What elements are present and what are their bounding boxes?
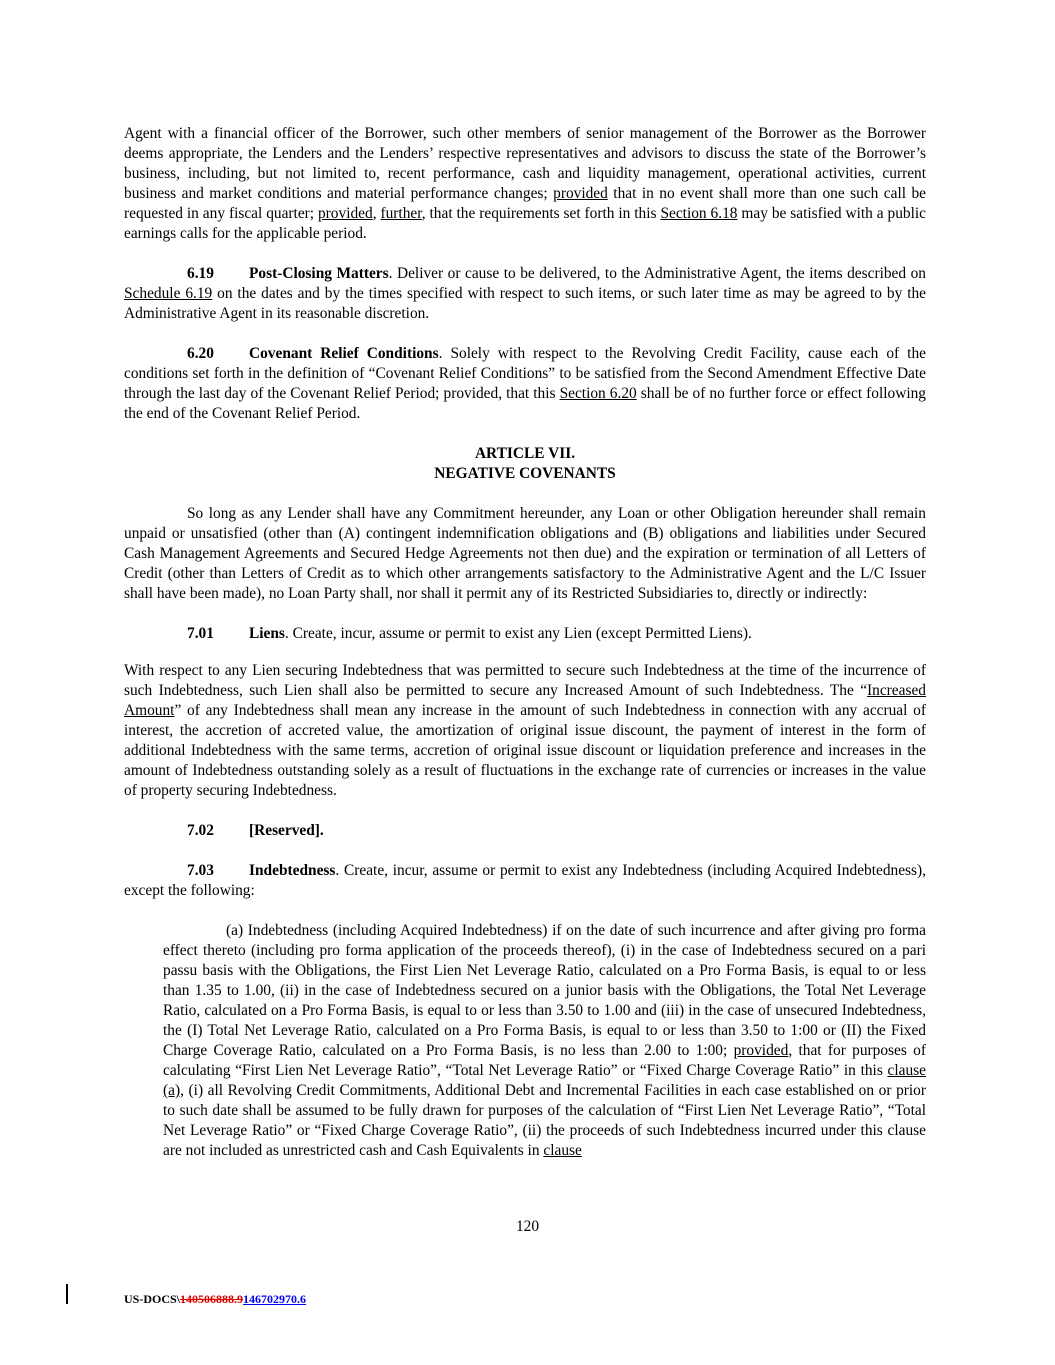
- defined-term: Increased Amount: [124, 682, 926, 719]
- page-body: [124, 124, 926, 1161]
- intro-text: may be satisfied with a public earnings calls for the applicable period.: [124, 205, 927, 242]
- schedule-reference: Schedule 6.19: [124, 285, 213, 302]
- clause-reference: clause: [543, 1142, 582, 1159]
- clause-text: , (i) all Revolving Credit Commitments, Additional Debt and Incremental Facilities in each case established on or prior to such date shall be assumed to be fully drawn for purposes of the calculation of “First Lien Net Leverage Ratio”, “Total Net Leverage Ratio” or “Fixed Charge Coverage Ratio”, (ii) the proceeds of such Indebtedness incurred under this clause are not included as unrestricted cash and Cash Equivalents in: [163, 1082, 926, 1159]
- section-title: [Reserved].: [249, 822, 324, 839]
- section-number: 7.03: [187, 862, 214, 879]
- section-7-02: [124, 821, 926, 841]
- intro-text: Agent with a financial officer of the Borrower, such other members of senior management of the Borrower as the Borrower deems appropriate, the Lenders and the Lenders’ respective representatives and advisors to discuss the state of the Borrower’s business, including, but not limited to, recent performance, cash and liquidity management, operational activities, current business and market conditions and material performance changes;: [124, 125, 926, 202]
- section-text: . Deliver or cause to be delivered, to the Administrative Agent, the items described on: [388, 265, 926, 282]
- section-7-03: [124, 861, 926, 901]
- provided-term: provided: [553, 185, 608, 202]
- section-6-19: [124, 264, 926, 324]
- section-text: . Solely with respect to the Revolving Credit Facility, cause each of the conditions set forth in the definition of “Covenant Relief Conditions” to be satisfied from the Second Amendment Effective Date through the last day of the Covenant Relief Period; provided, that this: [124, 345, 926, 402]
- change-bar: [66, 1284, 68, 1304]
- section-title: Indebtedness: [249, 862, 336, 879]
- section-reference: Section 6.20: [559, 385, 637, 402]
- footer-inserted-id: 146702970.6: [243, 1292, 307, 1306]
- intro-text: that in no event shall more than one such call be requested in any fiscal quarter;: [124, 185, 926, 222]
- intro-text: , that the requirements set forth in this: [421, 205, 661, 222]
- liens-paragraph: [124, 661, 926, 801]
- section-text: shall be of no further force or effect following the end of the Covenant Relief Period.: [124, 385, 927, 422]
- section-title: Covenant Relief Conditions: [249, 345, 439, 362]
- liens-text: With respect to any Lien securing Indebtedness that was permitted to secure such Indebtedness at the time of the incurrence of such Indebtedness, such Lien shall also be permitted to secure any Increased Amount of such Indebtedness. The “: [124, 662, 926, 699]
- clause-text: (a) Indebtedness (including Acquired Indebtedness) if on the date of such incurrence and after giving pro forma effect thereto (including pro forma application of the proceeds thereof), (i) in the case of Indebtedness secured on a pari passu basis with the Obligations, the First Lien Net Leverage Ratio, calculated on a Pro Forma Basis, is equal to or less than 1.35 to 1.00, (ii) in the case of Indebtedness secured on a junior basis with the Obligations, the Total Net Leverage Ratio, calculated on a Pro Forma Basis, is equal to or less than 3.50 to 1.00 and (iii) in the case of unsecured Indebtedness, the (I) Total Net Leverage Ratio, calculated on a Pro Forma Basis, is equal to or less than 3.50 to 1:00 or (II) the Fixed Charge Coverage Ratio, calculated on a Pro Forma Basis, is no less than 2.00 to 1:00;: [163, 922, 926, 1059]
- section-title: Post-Closing Matters: [249, 265, 389, 282]
- footer-deleted-id: 140506888.9: [180, 1292, 244, 1306]
- footer-prefix: US-DOCS\: [124, 1292, 181, 1306]
- article-intro-paragraph: So long as any Lender shall have any Commitment hereunder, any Loan or other Obligation hereunder shall remain unpaid or unsatisfied (other than (A) contingent indemnification obligations and (B) obligations and liabilities under Secured Cash Management Agreements and Secured Hedge Agreements not then due) and the expiration or termination of all Letters of Credit (other than Letters of Credit as to which other arrangements satisfactory to the Administrative Agent and the L/C Issuer shall have been made), no Loan Party shall, nor shall it permit any of its Restricted Subsidiaries to, directly or indirectly:: [124, 505, 926, 602]
- article-title: NEGATIVE COVENANTS: [434, 465, 616, 482]
- section-title: Liens: [249, 625, 285, 642]
- intro-paragraph: [124, 124, 926, 244]
- section-6-20: [124, 344, 926, 424]
- section-text: on the dates and by the times specified with respect to such items, or such later time as may be agreed to by the Administrative Agent in its reasonable discretion.: [124, 285, 926, 322]
- section-reference: Section 6.18: [660, 205, 738, 222]
- page-number: 120: [515, 1218, 540, 1235]
- section-number: 7.01: [187, 625, 214, 642]
- liens-text: ” of any Indebtedness shall mean any increase in the amount of such Indebtedness in connection with any accrual of interest, the accretion of accreted value, the amortization of original issue discount, the payment of interest in the form of additional Indebtedness with the same terms, accretion of original issue discount or liquidation preference and increases in the amount of Indebtedness outstanding solely as a result of fluctuations in the exchange rate of currencies or increases in the value of property securing Indebtedness.: [124, 702, 926, 799]
- clause-text: , that for purposes of calculating “First Lien Net Leverage Ratio”, “Total Net Leverage Ratio” or “Fixed Charge Coverage Ratio” in this: [163, 1042, 926, 1079]
- section-number: 6.20: [187, 345, 214, 362]
- intro-text: ,: [372, 205, 381, 222]
- clause-reference: clause (a): [163, 1062, 926, 1099]
- article-number: ARTICLE VII.: [474, 445, 576, 462]
- section-text: . Create, incur, assume or permit to exist any Lien (except Permitted Liens).: [284, 625, 752, 642]
- provided-term: provided: [317, 205, 373, 222]
- provided-term: provided: [733, 1042, 789, 1059]
- section-number: 7.02: [187, 822, 214, 839]
- document-footer: [124, 1289, 306, 1309]
- further-term: further: [380, 205, 422, 222]
- clause-a-paragraph: [163, 921, 926, 1161]
- section-7-01: [124, 624, 926, 644]
- section-number: 6.19: [187, 265, 214, 282]
- section-text: . Create, incur, assume or permit to exist any Indebtedness (including Acquired Indebtedness), except the following:: [124, 862, 926, 899]
